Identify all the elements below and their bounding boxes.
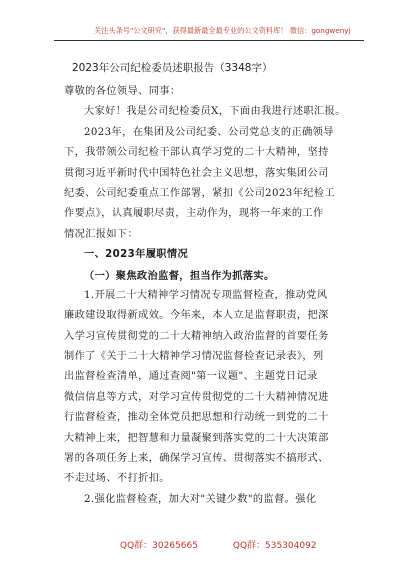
footer-qq-group-1: QQ群：30265665 [120,541,198,551]
header-promo-note: 关注头条号"公文研究"，获得最新最全最专业的公文资料库！ 微信：gongwenyj [94,26,351,35]
body-line: 制作了《关于二十大精神学习情况监督检查记录表》，列 [64,351,324,363]
footer-qq-group-2: QQ群：535304092 [232,541,317,551]
body-line: 微信信息等方式，对学习宣传贯彻党的二十大精神情况进 [64,391,329,403]
body-line: 入学习宣传贯彻党的二十大精神纳入政治监督的首要任务 [64,330,329,342]
body-line: 纪委、公司纪委重点工作部署，紧扣《公司2023年纪检工 [64,187,336,199]
body-line: 作要点》，认真履职尽责，主动作为，现将一年来的工作 [64,208,324,220]
document-body [64,82,354,510]
body-line: 尊敬的各位领导、同事： [64,86,181,97]
body-line: 廉政建设取得新成效。今年来，本人立足监督职责，把深 [64,310,329,322]
body-line: 下，我带领公司纪检干部认真学习党的二十大精神，坚持 [64,147,329,159]
body-line: 2023年，在集团及公司纪委、公司党总支的正确领导 [84,126,334,138]
header-divider [54,40,364,41]
body-line: （一）聚焦政治监督，担当作为抓落实。 [84,269,275,282]
footer-contacts [120,538,320,551]
body-line: 2.强化监督检查，加大对"关键少数"的监督。强化 [84,493,317,505]
document-title: 2023年公司纪检委员述职报告（3348字） [72,62,273,74]
body-line: 情况汇报如下： [64,228,139,240]
body-line: 不走过场、不打折扣。 [64,473,170,485]
body-line: 署的各项任务上来，确保学习宣传、贯彻落实不搞形式、 [64,453,329,465]
body-line: 一、2023年履职情况 [84,249,189,261]
body-line: 行监督检查，推动全体党员把思想和行动统一到党的二十 [64,412,329,424]
body-line: 1.开展二十大精神学习情况专项监督检查，推动党风 [84,289,328,301]
body-line: 出监督检查清单，通过查阅"第一议题"、主题党日记录 [64,371,318,383]
body-line: 大精神上来，把智慧和力量凝聚到落实党的二十大决策部 [64,432,329,444]
body-line: 大家好！我是公司纪检委员X，下面由我进行述职汇报。 [84,106,346,118]
body-line: 贯彻习近平新时代中国特色社会主义思想，落实集团公司 [64,167,329,179]
